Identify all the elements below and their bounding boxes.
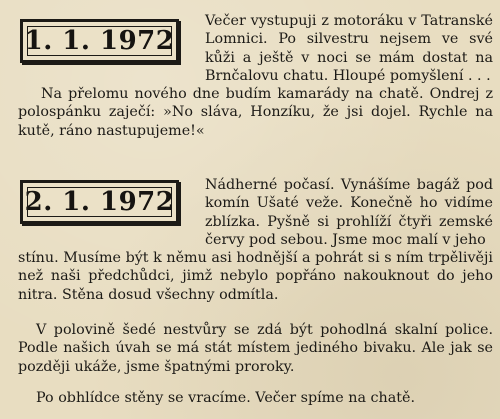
entry-2-paragraph-3: Po obhlídce stěny se vracíme. Večer spíme na chatě. [36, 390, 416, 406]
entry-1-date: 1. 1. 1972 [24, 26, 175, 56]
date-stamp-entry-1 [20, 19, 179, 63]
date-stamp-entry-2 [20, 180, 179, 224]
entry-2-paragraph-2: V polovině šedé nestvůry se zdá být pohodlná skalní police. Podle našich úvah se má stát místem jediného bivaku. Ale jak se později ukáže, jsme špatnými proroky. [18, 322, 493, 375]
entry-1-paragraph-1: Večer vystupuji z motoráku v Tatranské Lomnici. Po silvestru nejsem ve své kůži a ještě v noci se mám dostat na Brnčalovu chatu. Hloupé pomyšlení . . . [205, 13, 493, 84]
entry-2-paragraph-1-top: Nádherné počasí. Vynášíme bagáž pod komín Ušaté veže. Konečně ho vidíme zblízka. Pyšně si prohlíží čtyři zemské červy pod sebou. Jsme moc malí v jeho [205, 177, 493, 248]
entry-2-paragraph-1-continued: stínu. Musíme být k němu asi hodnější a pohrát si s ním trpělivěji než naši předchůdci, jimž nebylo popřáno nakouknout do jeho nitra. Stěna dosud všechny odmítla. [18, 250, 493, 303]
entry-2-date: 2. 1. 1972 [24, 187, 175, 217]
date-stamp-inner-frame [27, 187, 172, 217]
entry-1-paragraph-2: Na přelomu nového dne budím kamarády na chatě. Ondrej z polospánku zaječí: »No sláva, Honzíku, že jsi dojel. Rychle na kutě, ráno nastupujeme!« [18, 86, 493, 139]
date-stamp-inner-frame [27, 26, 172, 56]
